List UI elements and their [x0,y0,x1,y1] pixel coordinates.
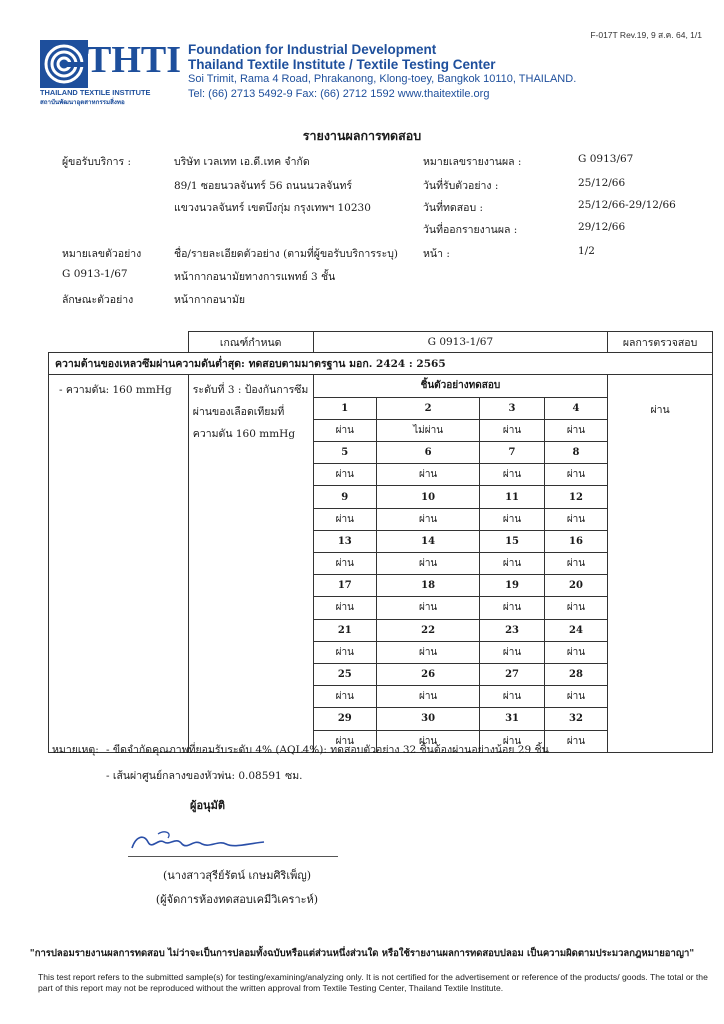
specimen-number: 1 [314,397,377,419]
received-date: 25/12/66 [578,177,626,189]
specimen-result: ผ่าน [376,641,479,663]
specimen-result: ผ่าน [376,464,479,486]
specimen-number: 8 [544,442,607,464]
specimen-result: ผ่าน [314,641,377,663]
specimen-result: ผ่าน [480,730,545,752]
thti-logo [40,39,182,106]
specimen-number: 5 [314,442,377,464]
specimen-number: 31 [480,708,545,730]
specimen-number: 23 [480,619,545,641]
specimen-result: ผ่าน [376,686,479,708]
specimen-result: ผ่าน [480,508,545,530]
specimen-result: ผ่าน [544,641,607,663]
specimen-result: ผ่าน [480,464,545,486]
specimen-result: ผ่าน [544,553,607,575]
page-number: 1/2 [578,245,595,257]
test-method-title: ความต้านของเหลวซึมผ่านความดันต่ำสุด: ทดสอบตามมาตรฐาน มอก. 2424 : 2565 [49,353,713,375]
test-parameter: - ความดัน: 160 mmHg [49,375,189,753]
specimen-number: 20 [544,575,607,597]
specimen-result: ผ่าน [544,730,607,752]
client-label: ผู้ขอรับบริการ : [62,156,132,168]
specimen-result: ไม่ผ่าน [376,419,479,441]
approver-position: (ผู้จัดการห้องทดสอบเคมีวิเคราะห์) [155,893,319,906]
specimen-number: 24 [544,619,607,641]
specimen-number: 30 [376,708,479,730]
specimen-result: ผ่าน [544,419,607,441]
specimen-number: 13 [314,530,377,552]
specimen-number: 14 [376,530,479,552]
report-no: G 0913/67 [578,153,634,165]
sample-detail-label: ชื่อ/รายละเอียดตัวอย่าง (ตามที่ผู้ขอรับบริการระบุ) [174,248,398,260]
logo-subtitle-en: THAILAND TEXTILE INSTITUTE [40,88,151,97]
sample-char: หน้ากากอนามัย [174,294,246,306]
specimen-number: 3 [480,397,545,419]
organization-header [188,42,576,101]
blank-header-cell [49,332,189,353]
specimen-result: ผ่าน [314,464,377,486]
specimen-number: 19 [480,575,545,597]
specimen-result: ผ่าน [376,597,479,619]
specimen-result: ผ่าน [544,464,607,486]
specimen-result: ผ่าน [480,419,545,441]
sample-detail: หน้ากากอนามัยทางการแพทย์ 3 ชั้น [174,271,336,283]
specimen-result: ผ่าน [480,597,545,619]
received-date-label: วันที่รับตัวอย่าง : [423,180,499,192]
sample-no-label: หมายเลขตัวอย่าง [62,248,142,260]
logo-text: THTI [86,39,182,81]
specimen-number: 15 [480,530,545,552]
specimen-result: ผ่าน [544,508,607,530]
note-nozzle: - เส้นผ่าศูนย์กลางของหัวพ่น: 0.08591 ซม. [106,770,303,782]
specimen-number: 9 [314,486,377,508]
specimen-result: ผ่าน [314,419,377,441]
specimen-number: 32 [544,708,607,730]
specimen-number: 17 [314,575,377,597]
swirl-logo-icon [40,40,88,88]
issued-date-label: วันที่ออกรายงานผล : [423,224,518,236]
sample-header: G 0913-1/67 [313,332,608,353]
specimen-number: 11 [480,486,545,508]
specimen-result: ผ่าน [314,597,377,619]
approver-signature [128,822,268,854]
specimen-result: ผ่าน [376,730,479,752]
client-address-1: 89/1 ซอยนวลจันทร์ 56 ถนนนวลจันทร์ [174,180,353,192]
specimen-number: 7 [480,442,545,464]
specimen-grid-cell [313,375,608,753]
report-no-label: หมายเลขรายงานผล : [423,156,522,168]
result-header: ผลการตรวจสอบ [608,332,713,353]
disclaimer-thai: "การปลอมรายงานผลการทดสอบ ไม่ว่าจะเป็นการปลอมทั้งฉบับหรือแต่ส่วนหนึ่งส่วนใด หรือใช้รายงานผลการทดสอบปลอม เป็นความผิดตามประมวลกฎหมายอาญา" [29,948,695,959]
specimen-result: ผ่าน [314,553,377,575]
sample-no: G 0913-1/67 [62,268,128,280]
tested-date-label: วันที่ทดสอบ : [423,202,483,214]
tested-date: 25/12/66-29/12/66 [578,199,676,211]
specimen-number: 22 [376,619,479,641]
disclaimer-english: This test report refers to the submitted sample(s) for testing/examining/analyzing only. It is not certified for the advertisement or reference of the products/ goods. The total or the part of this report may not be reproduced without the written approval from Textile Testing Center, Thailand Textile Institute. [38,972,708,993]
specimen-number: 16 [544,530,607,552]
specimen-number: 6 [376,442,479,464]
specimen-number: 12 [544,486,607,508]
specimen-grid [314,375,608,752]
specimen-number: 18 [376,575,479,597]
specimen-result: ผ่าน [376,553,479,575]
overall-result: ผ่าน [608,375,713,753]
note-aql: - ขีดจำกัดคุณภาพที่ยอมรับระดับ 4% (AQL4%): ทดสอบตัวอย่าง 32 ชิ้นต้องผ่านอย่างน้อย 29 ชิ้น [106,744,549,756]
specimen-number: 4 [544,397,607,419]
page-label: หน้า : [423,248,450,260]
org-subname: Thailand Textile Institute / Textile Testing Center [188,57,496,72]
specimen-result: ผ่าน [314,686,377,708]
org-name: Foundation for Industrial Development [188,42,437,57]
specimen-number: 10 [376,486,479,508]
specimen-number: 29 [314,708,377,730]
approver-label: ผู้อนุมัติ [190,799,225,812]
specimen-result: ผ่าน [480,553,545,575]
sample-char-label: ลักษณะตัวอย่าง [62,294,134,306]
client-name: บริษัท เวลเทท เอ.ดี.เทค จำกัด [174,156,310,168]
specimen-result: ผ่าน [544,686,607,708]
specimen-header: ชิ้นตัวอย่างทดสอบ [314,375,608,397]
org-address: Soi Trimit, Rama 4 Road, Phrakanong, Klong-toey, Bangkok 10110, THAILAND. [188,73,577,85]
specimen-result: ผ่าน [480,686,545,708]
results-table [48,331,713,753]
notes-section [52,741,549,793]
form-code: F-017T Rev.19, 9 ส.ค. 64, 1/1 [590,30,702,40]
criteria-text: ระดับที่ 3 : ป้องกันการซึมผ่านของเลือดเทียมที่ความดัน 160 mmHg [188,375,313,753]
logo-subtitle-th: สถาบันพัฒนาอุตสาหกรรมสิ่งทอ [40,99,125,106]
specimen-number: 21 [314,619,377,641]
notes-label: หมายเหตุ: [52,744,99,756]
specimen-result: ผ่าน [314,730,377,752]
client-address-2: แขวงนวลจันทร์ เขตบึงกุ่ม กรุงเทพฯ 10230 [174,202,371,214]
specimen-result: ผ่าน [480,641,545,663]
specimen-number: 26 [376,663,479,685]
criteria-header: เกณฑ์กำหนด [188,332,313,353]
specimen-number: 25 [314,663,377,685]
specimen-result: ผ่าน [544,597,607,619]
specimen-number: 2 [376,397,479,419]
specimen-result: ผ่าน [376,508,479,530]
org-contact: Tel: (66) 2713 5492-9 Fax: (66) 2712 1592 www.thaitextile.org [188,88,490,100]
specimen-number: 27 [480,663,545,685]
report-title: รายงานผลการทดสอบ [302,128,422,143]
specimen-result: ผ่าน [314,508,377,530]
signature-line [128,856,338,857]
specimen-number: 28 [544,663,607,685]
approver-name: (นางสาวสุรีย์รัตน์ เกษมศิริเพ็ญ) [162,869,312,882]
issued-date: 29/12/66 [578,221,626,233]
